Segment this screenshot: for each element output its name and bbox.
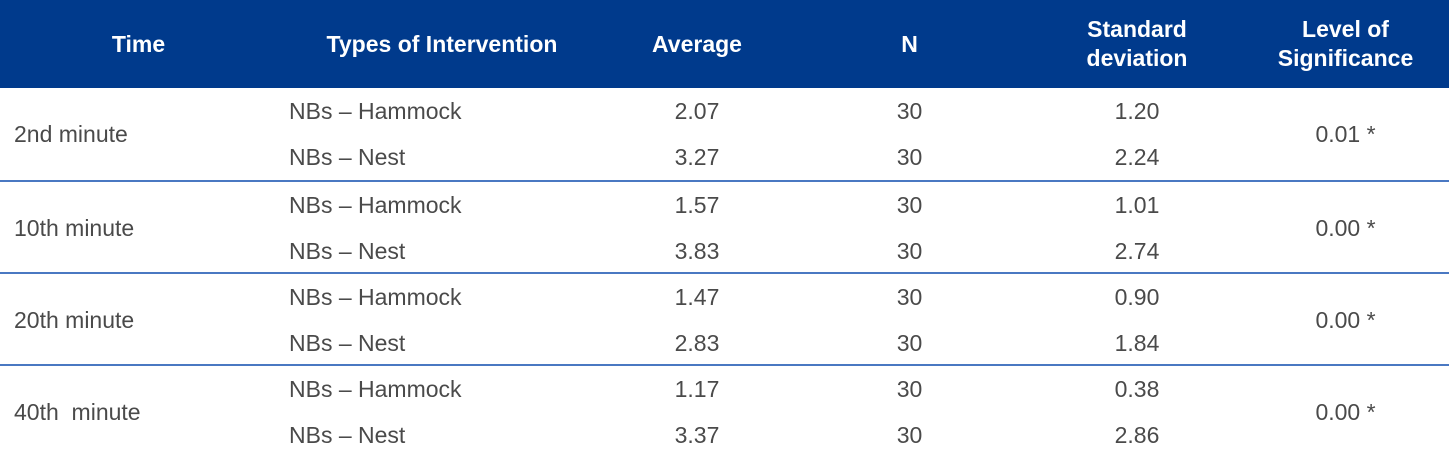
n-cell: 30 <box>896 143 923 170</box>
intervention-cell: NBs – Hammock <box>289 375 462 402</box>
header-average <box>607 0 787 88</box>
sd-cell: 0.38 <box>1114 375 1160 402</box>
sd-cell: 1.20 <box>1114 97 1160 124</box>
intervention-cell: NBs – Nest <box>289 421 406 448</box>
sd-cell: 2.86 <box>1114 421 1160 448</box>
sd-cell: 1.84 <box>1114 329 1160 356</box>
time-cell: 20th minute <box>14 306 135 333</box>
average-cell: 1.47 <box>674 283 720 310</box>
average-cell: 3.83 <box>674 237 720 264</box>
sd-cell: 1.01 <box>1114 191 1160 218</box>
n-cell: 30 <box>896 375 923 402</box>
significance-cell: 0.00 * <box>1315 398 1376 425</box>
header-sig-line2: Significance <box>1277 45 1414 71</box>
average-cell: 2.07 <box>674 97 720 124</box>
n-cell: 30 <box>896 329 923 356</box>
significance-cell: 0.01 * <box>1315 120 1376 147</box>
intervention-cell: NBs – Nest <box>289 143 406 170</box>
intervention-cell: NBs – Hammock <box>289 191 462 218</box>
header-types <box>277 0 607 88</box>
n-cell: 30 <box>896 421 923 448</box>
intervention-cell: NBs – Nest <box>289 329 406 356</box>
header-significance <box>1242 0 1449 88</box>
average-cell: 2.83 <box>674 329 720 356</box>
table-header <box>0 0 1449 88</box>
n-cell: 30 <box>896 191 923 218</box>
time-cell: 2nd minute <box>14 120 128 147</box>
n-cell: 30 <box>896 97 923 124</box>
significance-cell: 0.00 * <box>1315 306 1376 333</box>
header-n-label: N <box>901 30 918 57</box>
average-cell: 3.27 <box>674 143 720 170</box>
header-standard-deviation <box>1032 0 1242 88</box>
time-cell: 10th minute <box>14 214 135 241</box>
table-row-group <box>0 182 1449 274</box>
table-row-group <box>0 274 1449 366</box>
time-cell: 40th minute <box>14 398 141 425</box>
average-cell: 1.57 <box>674 191 720 218</box>
header-sig-line1: Level of <box>1302 16 1389 42</box>
header-sd-line1: Standard <box>1087 16 1187 42</box>
n-cell: 30 <box>896 237 923 264</box>
sd-cell: 0.90 <box>1114 283 1160 310</box>
table-row-group <box>0 88 1449 180</box>
sd-cell: 2.24 <box>1114 143 1160 170</box>
header-sd-line2: deviation <box>1086 45 1188 71</box>
table-row-group <box>0 366 1449 458</box>
average-cell: 3.37 <box>674 421 720 448</box>
significance-cell: 0.00 * <box>1315 214 1376 241</box>
n-cell: 30 <box>896 283 923 310</box>
header-time <box>0 0 277 88</box>
sd-cell: 2.74 <box>1114 237 1160 264</box>
header-average-label: Average <box>652 30 742 57</box>
average-cell: 1.17 <box>674 375 720 402</box>
header-time-label: Time <box>111 30 166 57</box>
intervention-cell: NBs – Hammock <box>289 97 462 124</box>
header-n <box>787 0 1032 88</box>
header-types-label: Types of Intervention <box>326 30 558 57</box>
intervention-cell: NBs – Hammock <box>289 283 462 310</box>
intervention-cell: NBs – Nest <box>289 237 406 264</box>
